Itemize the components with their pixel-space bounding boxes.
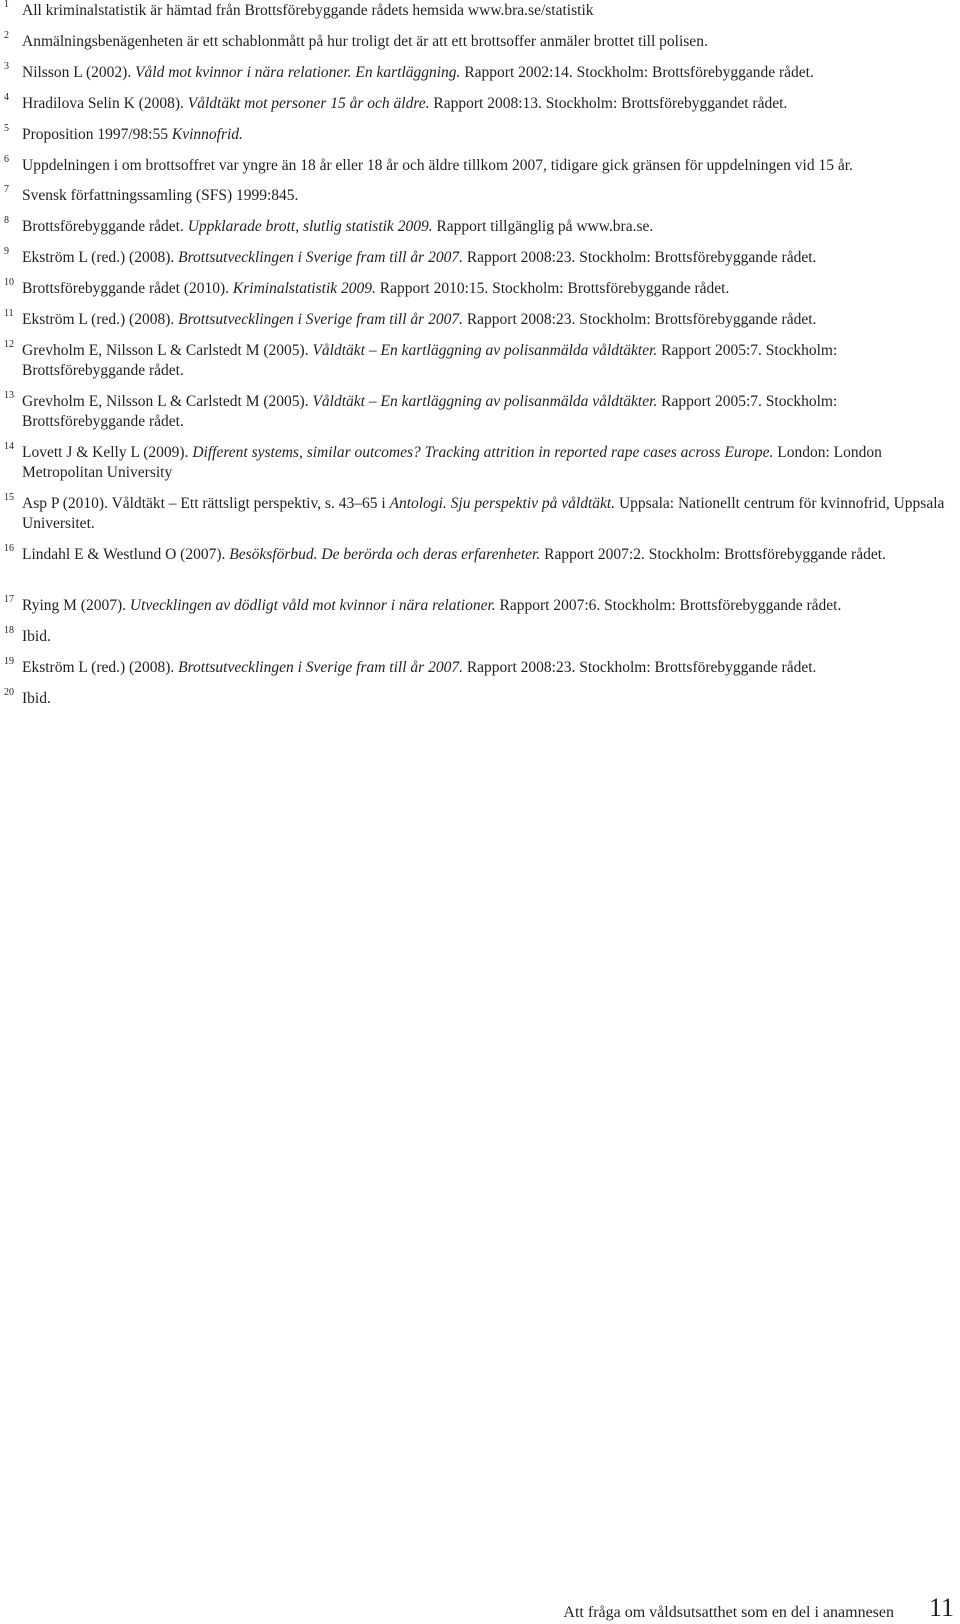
footnote-text: Ekström L (red.) (2008). Brottsutvecklingen i Sverige fram till år 2007. Rapport 2008:23. Stockholm: Brottsförebyggande rådet. (22, 249, 817, 266)
footnote-text: Hradilova Selin K (2008). Våldtäkt mot personer 15 år och äldre. Rapport 2008:13. Stockholm: Brottsförebyggandet rådet. (22, 95, 788, 112)
footnote-number: 16 (4, 543, 14, 554)
footnote-text: Ibid. (22, 628, 51, 645)
footnote-number: 1 (4, 0, 9, 10)
footnote-text: Ekström L (red.) (2008). Brottsutvecklingen i Sverige fram till år 2007. Rapport 2008:23. Stockholm: Brottsförebyggande rådet. (22, 659, 817, 676)
footnote-number: 11 (4, 308, 14, 319)
footnote-text: Uppdelningen i om brottsoffret var yngre än 18 år eller 18 år och äldre tillkom 2007, tidigare gick gränsen för uppdelningen vid 15 år. (22, 157, 853, 174)
footnote-number: 12 (4, 339, 14, 350)
page-number: 11 (928, 1593, 954, 1622)
footnote-number: 2 (4, 30, 9, 41)
footnote-text: Lindahl E & Westlund O (2007). Besöksförbud. De berörda och deras erfarenheter. Rapport 2007:2. Stockholm: Brottsförebyggande rådet. (22, 546, 886, 563)
footnote-text: Asp P (2010). Våldtäkt – Ett rättsligt perspektiv, s. 43–65 i Antologi. Sju perspektiv på våldtäkt. Uppsala: Nationellt centrum för kvinnofrid, Uppsala Universitet. (22, 495, 945, 532)
footnote-text: Ekström L (red.) (2008). Brottsutvecklingen i Sverige fram till år 2007. Rapport 2008:23. Stockholm: Brottsförebyggande rådet. (22, 311, 817, 328)
footnote-number: 3 (4, 61, 9, 72)
footnote-number: 5 (4, 123, 9, 134)
footnote-text: Grevholm E, Nilsson L & Carlstedt M (2005). Våldtäkt – En kartläggning av polisanmälda våldtäkter. Rapport 2005:7. Stockholm: Brottsförebyggande rådet. (22, 393, 838, 430)
footnote-text: Brottsförebyggande rådet. Uppklarade brott, slutlig statistik 2009. Rapport tillgänglig på www.bra.se. (22, 218, 654, 235)
footnote-text: Nilsson L (2002). Våld mot kvinnor i nära relationer. En kartläggning. Rapport 2002:14. Stockholm: Brottsförebyggande rådet. (22, 64, 814, 81)
footnote-text: All kriminalstatistik är hämtad från Brottsförebyggande rådets hemsida www.bra.se/statistik (22, 2, 594, 19)
footnote-number: 19 (4, 656, 14, 667)
footnote-text: Proposition 1997/98:55 Kvinnofrid. (22, 126, 243, 143)
footnote-text: Grevholm E, Nilsson L & Carlstedt M (2005). Våldtäkt – En kartläggning av polisanmälda våldtäkter. Rapport 2005:7. Stockholm: Brottsförebyggande rådet. (22, 342, 838, 379)
footnote-number: 15 (4, 492, 14, 503)
footnote-number: 18 (4, 625, 14, 636)
footnote-number: 13 (4, 390, 14, 401)
footnote-number: 17 (4, 594, 14, 605)
footnote-text: Brottsförebyggande rådet (2010). Kriminalstatistik 2009. Rapport 2010:15. Stockholm: Brottsförebyggande rådet. (22, 280, 730, 297)
footnote-text: Svensk författningssamling (SFS) 1999:845. (22, 187, 299, 204)
footnote-number: 8 (4, 215, 9, 226)
page-footer (0, 1592, 960, 1624)
footnote-number: 10 (4, 277, 14, 288)
footnote-number: 14 (4, 441, 14, 452)
footer-title: Att fråga om våldsutsatthet som en del i anamnesen (563, 1604, 894, 1621)
footnote-number: 9 (4, 246, 9, 257)
footnote-text: Ibid. (22, 690, 51, 707)
footnote-number: 20 (4, 687, 14, 698)
footnote-text: Rying M (2007). Utvecklingen av dödligt våld mot kvinnor i nära relationer. Rapport 2007:6. Stockholm: Brottsförebyggande rådet. (22, 597, 842, 614)
footnote-number: 6 (4, 154, 9, 165)
footnote-text: Lovett J & Kelly L (2009). Different systems, similar outcomes? Tracking attrition in reported rape cases across Europe. London: London Metropolitan University (22, 444, 882, 481)
footnote-text: Anmälningsbenägenheten är ett schablonmått på hur troligt det är att ett brottsoffer anmäler brottet till polisen. (22, 33, 708, 50)
footnote-number: 4 (4, 92, 9, 103)
footnote-number: 7 (4, 184, 9, 195)
